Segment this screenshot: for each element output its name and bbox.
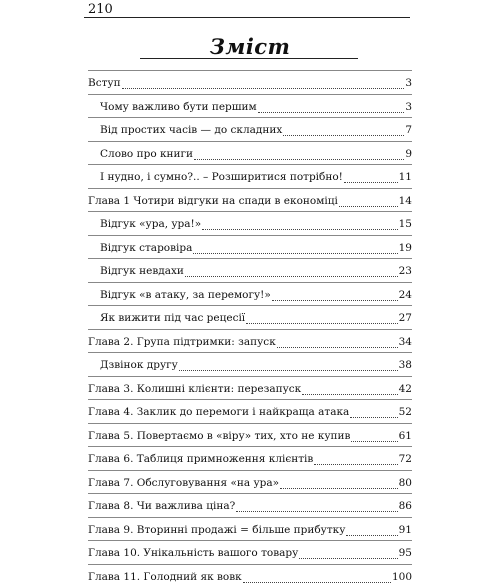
toc-entry-page: 61 [398, 429, 412, 442]
toc-entry-title: І нудно, і сумно?.. – Розширитися потрібно! [100, 171, 343, 183]
toc-entry-title: Як вижити під час рецесії [100, 312, 246, 324]
toc-entry-title: Від простих часів — до складних [100, 124, 283, 136]
toc-entry[interactable] [88, 495, 412, 513]
toc-entry[interactable] [100, 284, 412, 302]
toc-entry-title: Відгук «в атаку, за перемогу!» [100, 288, 271, 301]
toc-entry-page: 52 [398, 406, 412, 418]
toc-entry-page: 3 [405, 77, 412, 89]
toc-entry-title: Відгук невдахи [100, 265, 184, 277]
toc-entry[interactable] [100, 119, 412, 137]
toc-dot-leader [243, 582, 391, 583]
toc-title: Зміст [209, 34, 291, 59]
toc-entry-title: Глава 5. Повертаємо в «віру» тих, хто не купив [88, 429, 351, 442]
toc-entry-title: Глава 9. Вторинні продажі = більше прибутку [88, 523, 346, 536]
toc-entry-title: Глава 3. Колишні клієнти: перезапуск [88, 382, 302, 395]
toc-entry-title: Дзвінок другу [100, 359, 178, 371]
toc-entry-page: 100 [391, 570, 412, 583]
toc-dot-leader [185, 276, 398, 277]
toc-entry[interactable] [100, 213, 412, 231]
toc-entry-title: Глава 10. Унікальність вашого товару [88, 547, 299, 559]
toc-entry-page: 72 [398, 453, 412, 465]
toc-row-separator [88, 211, 412, 212]
toc-entry-title: Глава 6. Таблиця примноження клієнтів [88, 453, 314, 465]
toc-row-separator [88, 141, 412, 142]
toc-entry[interactable] [88, 472, 412, 490]
toc-entry[interactable] [88, 331, 412, 349]
toc-row-separator [88, 329, 412, 330]
toc-row-separator [88, 164, 412, 165]
toc-entry[interactable] [100, 307, 412, 325]
toc-row-separator [88, 94, 412, 95]
toc-entry[interactable] [88, 566, 412, 584]
toc-entry[interactable] [100, 237, 412, 255]
toc-row-separator [88, 423, 412, 424]
toc-dot-leader [344, 182, 398, 183]
toc-row-separator [88, 399, 412, 400]
toc-entry-title: Глава 8. Чи важлива ціна? [88, 500, 236, 512]
toc-entry-title: Чому важливо бути першим [100, 100, 257, 113]
toc-row-separator [88, 446, 412, 447]
toc-entry-title: Глава 1 Чотири відгуки на спади в економіці [88, 194, 338, 207]
toc-dot-leader [272, 300, 398, 301]
toc-entry[interactable] [88, 448, 412, 466]
toc-dot-leader [350, 417, 397, 418]
toc-entry-page: 19 [398, 241, 412, 254]
toc-row-separator [88, 117, 412, 118]
toc-entry-page: 14 [398, 194, 412, 207]
toc-entry-page: 27 [398, 312, 412, 324]
toc-entry-page: 9 [405, 147, 412, 160]
toc-entry-page: 15 [398, 218, 412, 230]
toc-entry-page: 3 [405, 100, 412, 113]
toc-row-separator [88, 493, 412, 494]
toc-dot-leader [258, 112, 405, 113]
toc-entry-title: Слово про книги [100, 147, 194, 160]
toc-entry-page: 38 [398, 359, 412, 371]
toc-entry-title: Глава 11. Голодний як вовк [88, 570, 242, 583]
page-number: 210 [88, 2, 113, 17]
toc-row-separator [88, 470, 412, 471]
toc-row-separator [88, 258, 412, 259]
toc-entry-title: Вступ [88, 77, 121, 89]
toc-dot-leader [193, 253, 397, 254]
toc-row-separator [88, 376, 412, 377]
toc-dot-leader [194, 159, 404, 160]
toc-dot-leader [280, 488, 398, 489]
toc-entry[interactable] [88, 542, 412, 560]
toc-row-separator [88, 70, 412, 71]
toc-entry-title: Відгук «ура, ура!» [100, 218, 202, 230]
toc-row-separator [88, 188, 412, 189]
toc-dot-leader [314, 464, 397, 465]
toc-row-separator [88, 282, 412, 283]
toc-entry[interactable] [100, 96, 412, 114]
toc-dot-leader [351, 441, 397, 442]
toc-entry[interactable] [100, 260, 412, 278]
toc-row-separator [88, 540, 412, 541]
toc-dot-leader [179, 370, 398, 371]
toc-dot-leader [339, 206, 398, 207]
toc-entry-page: 91 [398, 523, 412, 536]
toc-entry-page: 7 [405, 124, 412, 136]
toc-row-separator [88, 564, 412, 565]
toc-entry[interactable] [88, 378, 412, 396]
toc-row-separator [88, 305, 412, 306]
toc-entry-page: 42 [398, 382, 412, 395]
toc-entry-page: 23 [398, 265, 412, 277]
toc-dot-leader [246, 323, 397, 324]
toc-dot-leader [346, 535, 397, 536]
toc-entry-title: Глава 2. Група підтримки: запуск [88, 335, 276, 348]
toc-row-separator [88, 517, 412, 518]
toc-dot-leader [277, 347, 398, 348]
toc-entry[interactable] [100, 166, 412, 184]
toc-entry[interactable] [88, 190, 412, 208]
toc-row-separator [88, 235, 412, 236]
toc-entry-page: 11 [398, 171, 412, 183]
toc-dot-leader [283, 135, 404, 136]
toc-entry[interactable] [88, 72, 412, 90]
toc-entry-title: Глава 4. Заклик до перемоги і найкраща атака [88, 406, 350, 418]
toc-entry-page: 86 [398, 500, 412, 512]
toc-entry[interactable] [88, 519, 412, 537]
toc-dot-leader [202, 229, 397, 230]
toc-entry[interactable] [100, 354, 412, 372]
toc-dot-leader [236, 511, 397, 512]
toc-row-separator [88, 352, 412, 353]
toc-entry[interactable] [88, 401, 412, 419]
toc-entry-page: 24 [398, 288, 412, 301]
toc-entry[interactable] [88, 425, 412, 443]
toc-entry-title: Відгук старовіра [100, 241, 193, 254]
toc-entry[interactable] [100, 143, 412, 161]
toc-entry-page: 95 [398, 547, 412, 559]
toc-entry-page: 80 [398, 476, 412, 489]
toc-entry-title: Глава 7. Обслуговування «на ура» [88, 476, 280, 489]
toc-entry-page: 34 [398, 335, 412, 348]
toc-dot-leader [302, 394, 397, 395]
toc-dot-leader [299, 558, 397, 559]
toc-dot-leader [122, 88, 405, 89]
